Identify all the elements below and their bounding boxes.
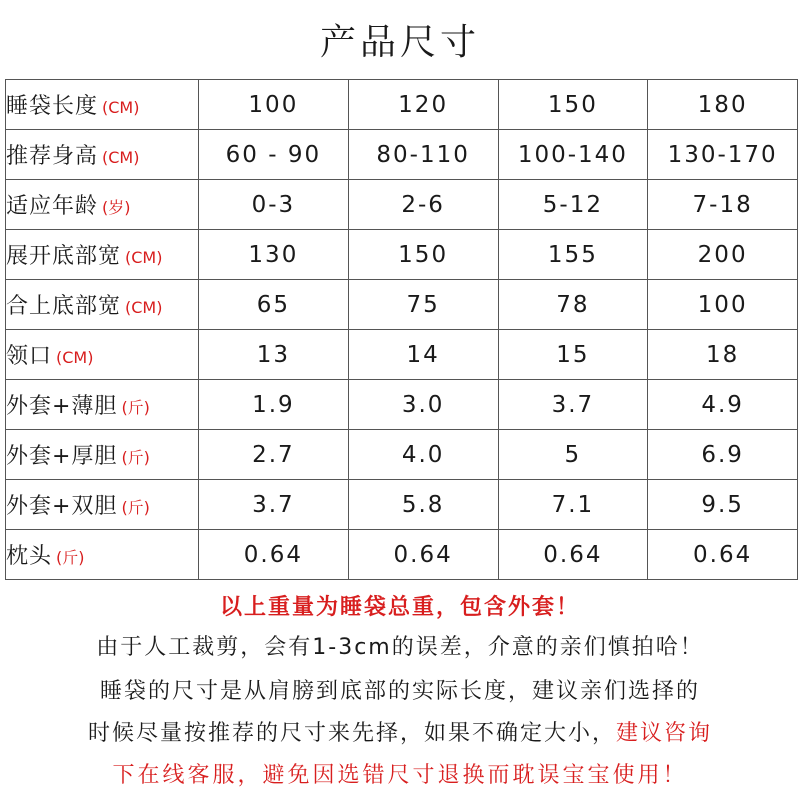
table-row [6, 330, 798, 380]
row-label-text: 枕头 [6, 544, 53, 569]
table-cell: 2.7 [199, 430, 349, 480]
row-label-text: 适应年龄 [6, 194, 99, 219]
size-table-body [6, 80, 798, 580]
table-row [6, 80, 798, 130]
row-label [6, 230, 199, 280]
table-row [6, 430, 798, 480]
row-label-text: 领口 [6, 344, 53, 369]
table-cell: 0.64 [648, 530, 798, 580]
table-row [6, 180, 798, 230]
row-label-text: 外套+双胆 [6, 494, 118, 519]
table-cell: 4.0 [348, 430, 498, 480]
table-cell: 0.64 [498, 530, 648, 580]
row-unit: (CM) [56, 348, 94, 367]
row-unit: (斤) [121, 398, 150, 417]
table-cell: 18 [648, 330, 798, 380]
row-label-text: 展开底部宽 [6, 244, 122, 269]
row-label [6, 430, 199, 480]
table-cell: 0-3 [199, 180, 349, 230]
row-unit: (CM) [125, 248, 163, 267]
row-label [6, 330, 199, 380]
table-cell: 0.64 [348, 530, 498, 580]
row-unit: (岁) [102, 198, 131, 217]
row-unit: (CM) [125, 298, 163, 317]
row-unit: (斤) [121, 448, 150, 467]
table-cell: 14 [348, 330, 498, 380]
table-cell: 5.8 [348, 480, 498, 530]
table-cell: 6.9 [648, 430, 798, 480]
length-note: 睡袋的尺寸是从肩膀到底部的实际长度，建议亲们选择的 [99, 679, 700, 704]
row-label-text: 外套+薄胆 [6, 394, 118, 419]
table-cell: 5-12 [498, 180, 648, 230]
table-cell: 7.1 [498, 480, 648, 530]
table-cell: 80-110 [348, 130, 498, 180]
error-note: 由于人工裁剪，会有1-3cm的误差，介意的亲们慎拍哈！ [96, 635, 704, 660]
table-cell: 7-18 [648, 180, 798, 230]
table-cell: 100 [199, 80, 349, 130]
row-label [6, 130, 199, 180]
table-cell: 100-140 [498, 130, 648, 180]
row-unit: (斤) [56, 548, 85, 567]
table-cell: 150 [498, 80, 648, 130]
table-row [6, 380, 798, 430]
table-cell: 150 [348, 230, 498, 280]
page-title: 产品尺寸 [319, 22, 480, 63]
table-row [6, 280, 798, 330]
table-cell: 100 [648, 280, 798, 330]
table-cell: 180 [648, 80, 798, 130]
consult-note-text: 建议咨询 [616, 721, 713, 746]
table-cell: 60 - 90 [199, 130, 349, 180]
row-label [6, 380, 199, 430]
table-cell: 15 [498, 330, 648, 380]
table-cell: 13 [199, 330, 349, 380]
table-cell: 3.7 [498, 380, 648, 430]
table-cell: 9.5 [648, 480, 798, 530]
table-cell: 200 [648, 230, 798, 280]
table-cell: 155 [498, 230, 648, 280]
row-label-text: 合上底部宽 [6, 294, 122, 319]
choose-note-text: 时候尽量按推荐的尺寸来先择，如果不确定大小， [87, 721, 616, 746]
table-cell: 2-6 [348, 180, 498, 230]
table-cell: 5 [498, 430, 648, 480]
table-row [6, 530, 798, 580]
table-cell: 65 [199, 280, 349, 330]
row-label-text: 推荐身高 [6, 144, 99, 169]
row-unit: (CM) [102, 98, 140, 117]
table-row [6, 480, 798, 530]
table-cell: 75 [348, 280, 498, 330]
row-label [6, 530, 199, 580]
table-cell: 78 [498, 280, 648, 330]
table-cell: 130 [199, 230, 349, 280]
table-cell: 1.9 [199, 380, 349, 430]
weight-note: 以上重量为睡袋总重，包含外套！ [219, 595, 580, 620]
table-row [6, 230, 798, 280]
table-cell: 0.64 [199, 530, 349, 580]
service-note: 下在线客服，避免因选错尺寸退换而耽误宝宝使用！ [112, 763, 688, 788]
table-cell: 130-170 [648, 130, 798, 180]
table-cell: 4.9 [648, 380, 798, 430]
table-row [6, 130, 798, 180]
row-label [6, 80, 199, 130]
row-unit: (斤) [121, 498, 150, 517]
table-cell: 120 [348, 80, 498, 130]
table-cell: 3.0 [348, 380, 498, 430]
row-label-text: 外套+厚胆 [6, 444, 118, 469]
choose-note [0, 716, 800, 747]
size-table [5, 79, 798, 580]
row-label-text: 睡袋长度 [6, 94, 99, 119]
row-unit: (CM) [102, 148, 140, 167]
row-label [6, 180, 199, 230]
table-cell: 3.7 [199, 480, 349, 530]
row-label [6, 280, 199, 330]
row-label [6, 480, 199, 530]
